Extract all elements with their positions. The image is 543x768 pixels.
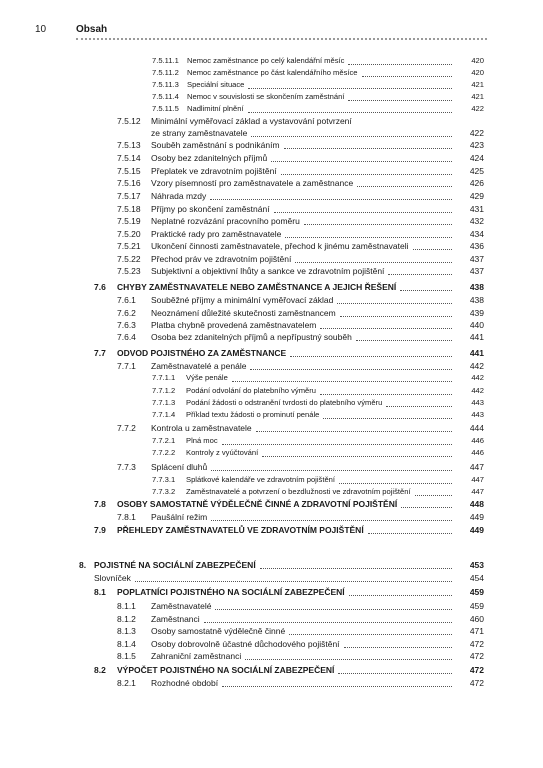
toc-entry-page: 472: [469, 678, 484, 688]
toc-entry-title: Příklad textu žádosti o prominutí penále: [186, 410, 320, 419]
toc-entry-title: Osoby dobrovolně účastné důchodového pojištění: [151, 639, 340, 649]
toc-entry-number: 8.1.3: [117, 626, 136, 636]
toc-entry-number: 7.5.18: [117, 204, 141, 214]
toc-leader-dots: [211, 470, 452, 471]
toc-entry-number: 7.5.11.5: [152, 104, 179, 113]
toc-entry-page: 437: [469, 254, 484, 264]
toc-entry-title: Podání žádosti o odstranění tvrdosti do platebního výměru: [186, 398, 383, 407]
toc-entry-page: 441: [469, 348, 484, 358]
toc-entry-page: 472: [469, 665, 484, 675]
header-dotted-rule: [76, 38, 487, 40]
toc-leader-dots: [413, 249, 453, 250]
toc-leader-dots: [348, 64, 452, 65]
toc-entry-number: 7.9: [94, 525, 106, 535]
toc-entry-number: 7.5.11.3: [152, 80, 179, 89]
toc-entry-page: 446: [471, 436, 484, 445]
toc-entry-page: 429: [469, 191, 484, 201]
toc-leader-dots: [400, 290, 452, 291]
toc-entry-page: 436: [469, 241, 484, 251]
toc-leader-dots: [256, 431, 452, 432]
toc-entry-title: ODVOD POJISTNÉHO ZA ZAMĚSTNANCE: [117, 348, 287, 358]
toc-entry-page: 446: [471, 448, 484, 457]
toc-entry-number: 7.5.11.4: [152, 92, 179, 101]
toc-entry-number: 7.7: [94, 348, 106, 358]
toc-entry-number: 7.7.2.2: [152, 448, 176, 457]
toc-entry-page: 439: [469, 308, 484, 318]
toc-entry-title: Platba chybně provedená zaměstnavatelem: [151, 320, 317, 330]
toc-leader-dots: [362, 76, 452, 77]
toc-entry-title: CHYBY ZAMĚSTNAVATELE NEBO ZAMĚSTNANCE A JEJICH ŘEŠENÍ: [117, 282, 397, 292]
toc-entry-number: 7.6.4: [117, 332, 136, 342]
toc-leader-dots: [284, 148, 452, 149]
toc-entry-title: Ukončení činnosti zaměstnavatele, přechod k jinému zaměstnavateli: [151, 241, 409, 251]
toc-entry-number: 7.5.16: [117, 178, 141, 188]
toc-entry-page: 449: [469, 512, 484, 522]
toc-entry-title: Osoba bez zdanitelných příjmů a nepřípustný souběh: [151, 332, 352, 342]
toc-entry-title: Praktické rady pro zaměstnavatele: [151, 229, 282, 239]
toc-leader-dots: [251, 136, 452, 137]
toc-leader-dots: [304, 224, 452, 225]
toc-entry-number: 8.2.1: [117, 678, 136, 688]
toc-leader-dots: [338, 673, 452, 674]
toc-leader-dots: [356, 340, 452, 341]
toc-entry-title: PŘEHLEDY ZAMĚSTNAVATELŮ VE ZDRAVOTNÍM POJIŠTĚNÍ: [117, 525, 364, 535]
toc-entry-number: 8.1.2: [117, 614, 136, 624]
toc-entry-title: Příjmy po skončení zaměstnání: [151, 204, 270, 214]
toc-entry-page: 449: [469, 525, 484, 535]
toc-entry-number: 8.1.5: [117, 651, 136, 661]
toc-entry-page: 426: [469, 178, 484, 188]
toc-entry-title: Neplatné rozvázání pracovního poměru: [151, 216, 300, 226]
toc-entry-number: 7.5.19: [117, 216, 141, 226]
toc-leader-dots: [211, 520, 452, 521]
toc-entry-number: 7.5.13: [117, 140, 141, 150]
toc-leader-dots: [262, 456, 452, 457]
toc-entry-page: 432: [469, 216, 484, 226]
toc-leader-dots: [222, 686, 452, 687]
toc-entry-number: 8.1.1: [117, 601, 136, 611]
toc-entry-title: OSOBY SAMOSTATNĚ VÝDĚLEČNĚ ČINNÉ A ZDRAVOTNÍ POJIŠTĚNÍ: [117, 499, 398, 509]
toc-entry-title: POPLATNÍCI POJISTNÉHO NA SOCIÁLNÍ ZABEZPEČENÍ: [117, 587, 345, 597]
toc-leader-dots: [320, 394, 452, 395]
toc-leader-dots: [401, 507, 452, 508]
toc-leader-dots: [289, 634, 452, 635]
toc-entry-page: 448: [469, 499, 484, 509]
toc-entry-page: 442: [471, 386, 484, 395]
toc-entry-title: Slovníček: [94, 573, 131, 583]
toc-entry-title: Přeplatek ve zdravotním pojištění: [151, 166, 277, 176]
toc-entry-number: 7.5.11.1: [152, 56, 179, 65]
toc-leader-dots: [135, 581, 452, 582]
toc-entry-number: 7.7.1.3: [152, 398, 176, 407]
toc-entry-title: Subjektivní a objektivní lhůty a sankce ve zdravotním pojištění: [151, 266, 385, 276]
toc-entry-title: Zaměstnavatelé: [151, 601, 212, 611]
toc-leader-dots: [285, 237, 452, 238]
toc-leader-dots: [388, 274, 452, 275]
toc-entry-number: 7.6.3: [117, 320, 136, 330]
toc-entry-title: Osoby samostatně výdělečně činné: [151, 626, 286, 636]
toc-entry-number: 7.7.2.1: [152, 436, 176, 445]
toc-entry-page: 438: [469, 282, 484, 292]
toc-entry-number: 7.5.12: [117, 116, 141, 126]
toc-entry-number: 7.5.14: [117, 153, 141, 163]
running-title: Obsah: [76, 24, 108, 35]
toc-entry-page: 441: [469, 332, 484, 342]
toc-entry-number: 7.5.20: [117, 229, 141, 239]
toc-entry-number: 7.6.2: [117, 308, 136, 318]
toc-leader-dots: [357, 186, 452, 187]
toc-entry-title: Osoby bez zdanitelných příjmů: [151, 153, 268, 163]
toc-entry-number: 7.7.1.1: [152, 373, 176, 382]
toc-entry-title: Plná moc: [186, 436, 218, 445]
toc-leader-dots: [204, 622, 452, 623]
toc-entry-page: 472: [469, 651, 484, 661]
toc-entry-number: 7.8.1: [117, 512, 136, 522]
toc-entry-title: Nemoc zaměstnance po celý kalendářní měsíc: [187, 56, 345, 65]
toc-entry-title: Kontrola u zaměstnavatele: [151, 423, 252, 433]
toc-entry-page: 423: [469, 140, 484, 150]
toc-entry-title: Souběžné příjmy a minimální vyměřovací základ: [151, 295, 334, 305]
toc-entry-page: 447: [471, 475, 484, 484]
toc-leader-dots: [348, 100, 452, 101]
toc-entry-page: 421: [471, 92, 484, 101]
toc-leader-dots: [320, 328, 452, 329]
toc-entry-page: 431: [469, 204, 484, 214]
toc-entry-number: 8.1.4: [117, 639, 136, 649]
toc-leader-dots: [386, 406, 452, 407]
toc-entry-number: 7.5.22: [117, 254, 141, 264]
toc-entry-number: 8.1: [94, 587, 106, 597]
toc-entry-page: 454: [469, 573, 484, 583]
toc-entry-number: 7.5.17: [117, 191, 141, 201]
toc-entry-page: 437: [469, 266, 484, 276]
toc-entry-title: Náhrada mzdy: [151, 191, 207, 201]
toc-entry-page: 453: [469, 560, 484, 570]
toc-entry-page: 442: [471, 373, 484, 382]
toc-leader-dots: [248, 88, 452, 89]
toc-leader-dots: [290, 356, 452, 357]
toc-leader-dots: [248, 112, 452, 113]
toc-entry-page: 422: [469, 128, 484, 138]
toc-entry-title: Nemoc v souvislosti se skončením zaměstnání: [187, 92, 345, 101]
toc-entry-page: 440: [469, 320, 484, 330]
toc-entry-page: 434: [469, 229, 484, 239]
toc-entry-title: Zahraniční zaměstnanci: [151, 651, 242, 661]
toc-entry-number: 7.6: [94, 282, 106, 292]
toc-leader-dots: [368, 533, 452, 534]
toc-entry-number: 8.: [79, 560, 87, 570]
toc-leader-dots: [215, 609, 452, 610]
toc-entry-page: 442: [469, 361, 484, 371]
toc-leader-dots: [295, 262, 452, 263]
toc-leader-dots: [271, 161, 452, 162]
toc-leader-dots: [415, 495, 452, 496]
toc-entry-title: Paušální režim: [151, 512, 208, 522]
toc-entry-number: 7.7.1.4: [152, 410, 176, 419]
toc-entry-page: 472: [469, 639, 484, 649]
toc-entry-number: 7.7.3: [117, 462, 136, 472]
toc-entry-number: 7.7.2: [117, 423, 136, 433]
toc-leader-dots: [323, 418, 452, 419]
toc-entry-number: 7.5.11.2: [152, 68, 179, 77]
toc-entry-number: 7.7.3.2: [152, 487, 176, 496]
toc-entry-title: Minimální vyměřovací základ a vystavování potvrzení: [151, 116, 352, 126]
toc-entry-page: 447: [469, 462, 484, 472]
toc-leader-dots: [340, 316, 452, 317]
toc-entry-page: 471: [469, 626, 484, 636]
toc-entry-title: Kontroly z vyúčtování: [186, 448, 259, 457]
toc-entry-title: Podání odvolání do platebního výměru: [186, 386, 317, 395]
toc-entry-number: 7.5.15: [117, 166, 141, 176]
toc-entry-title: Speciální situace: [187, 80, 245, 89]
toc-entry-page: 447: [471, 487, 484, 496]
toc-entry-title: Zaměstnavatelé a penále: [151, 361, 247, 371]
toc-entry-title: Nemoc zaměstnance po část kalendářního měsíce: [187, 68, 358, 77]
toc-leader-dots: [281, 174, 452, 175]
toc-leader-dots: [250, 369, 452, 370]
toc-leader-dots: [339, 483, 452, 484]
toc-leader-dots: [260, 568, 452, 569]
toc-entry-title: Přechod práv ve zdravotním pojištění: [151, 254, 292, 264]
toc-entry-title: Zaměstnanci: [151, 614, 200, 624]
toc-entry-page: 444: [469, 423, 484, 433]
toc-leader-dots: [232, 381, 452, 382]
toc-entry-number: 7.7.3.1: [152, 475, 176, 484]
toc-entry-page: 460: [469, 614, 484, 624]
toc-entry-number: 7.6.1: [117, 295, 136, 305]
toc-leader-dots: [349, 595, 452, 596]
toc-entry-page: 443: [471, 398, 484, 407]
toc-entry-number: 7.5.23: [117, 266, 141, 276]
toc-leader-dots: [222, 444, 452, 445]
toc-entry-page: 425: [469, 166, 484, 176]
toc-entry-page: 421: [471, 80, 484, 89]
toc-entry-title: Splátkové kalendáře ve zdravotním pojištění: [186, 475, 336, 484]
toc-entry-page: 459: [469, 587, 484, 597]
toc-entry-number: 7.7.1: [117, 361, 136, 371]
toc-entry-number: 7.7.1.2: [152, 386, 176, 395]
toc-entry-page: 424: [469, 153, 484, 163]
toc-entry-page: 422: [471, 104, 484, 113]
toc-entry-number: 8.2: [94, 665, 106, 675]
toc-entry-title: Nadlimitní plnění: [187, 104, 244, 113]
page-number: 10: [35, 24, 47, 35]
toc-entry-title: Neoznámení důležité skutečnosti zaměstnancem: [151, 308, 336, 318]
toc-entry-title: Rozhodné období: [151, 678, 219, 688]
toc-entry-page: 438: [469, 295, 484, 305]
toc-entry-title-continued: ze strany zaměstnavatele: [151, 128, 248, 138]
toc-entry-page: 459: [469, 601, 484, 611]
toc-entry-title: Souběh zaměstnání s podnikáním: [151, 140, 280, 150]
toc-entry-title: POJISTNÉ NA SOCIÁLNÍ ZABEZPEČENÍ: [94, 560, 256, 570]
toc-entry-number: 7.5.21: [117, 241, 141, 251]
page-header: [0, 0, 543, 46]
toc-entry-title: Zaměstnavatelé a potvrzení o bezdlužnosti ve zdravotním pojištění: [186, 487, 411, 496]
toc-leader-dots: [344, 647, 452, 648]
toc-entry-title: Splácení dluhů: [151, 462, 208, 472]
toc-leader-dots: [245, 659, 452, 660]
toc-entry-page: 420: [471, 56, 484, 65]
toc-leader-dots: [337, 303, 452, 304]
toc-entry-page: 420: [471, 68, 484, 77]
toc-entry-page: 443: [471, 410, 484, 419]
toc-leader-dots: [274, 212, 452, 213]
toc-leader-dots: [210, 199, 452, 200]
toc-entry-title: Vzory písemností pro zaměstnavatele a zaměstnance: [151, 178, 354, 188]
toc-entry-title: Výše penále: [186, 373, 228, 382]
toc-entry-title: VÝPOČET POJISTNÉHO NA SOCIÁLNÍ ZABEZPEČENÍ: [117, 665, 335, 675]
toc-entry-number: 7.8: [94, 499, 106, 509]
